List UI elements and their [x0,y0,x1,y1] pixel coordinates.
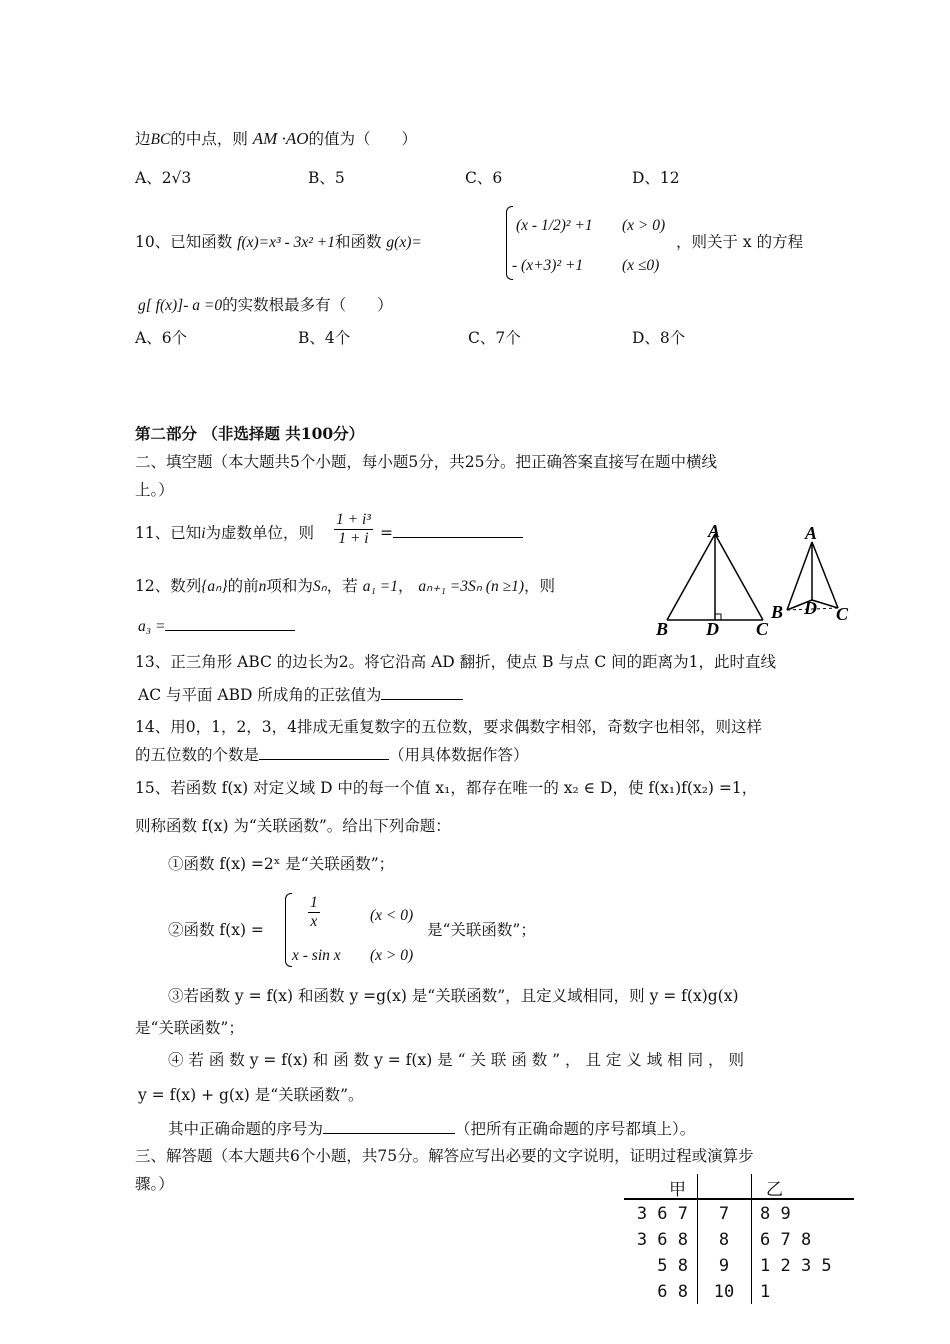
leaf-right: 1 2 3 5 [760,1256,832,1276]
q12-a1: a₁ =1 [362,578,398,595]
q10-case2: - (x+3)² +1 [512,257,584,274]
q9-option-a: A、2√3 [135,169,192,187]
q15-prop3-line1: ③若函数 y = f(x) 和函数 y =g(x) 是“关联函数”，且定义域相同，则 y = f(x)g(x) [168,987,739,1005]
label-a-left: A [708,521,721,541]
q10-option-b: B、4个 [298,329,351,347]
q12-seq: {aₙ} [201,578,228,595]
q11-numerator: 1 + i³ [336,511,371,528]
q11-label: 11、已知 [135,524,202,542]
q10-post: ，则关于 x 的方程 [676,233,804,251]
q10-line1 [135,232,422,253]
part2-title: 第二部分 （非选择题 共100分） [135,424,365,443]
q9-post: 的值为（ ） [308,130,418,148]
q10-label: 10、已知函数 [135,233,233,251]
leaf-left: 6 8 [657,1282,688,1302]
q15-brace [285,893,292,967]
leaf-right: 6 7 8 [760,1230,812,1250]
triangle-figure [650,520,860,645]
q12-s: Sₙ [312,578,327,595]
q15-prop2-cond1: (x < 0) [370,907,414,924]
section2-line2: 上。） [135,481,174,499]
q9-option-b: B、5 [308,169,345,187]
q11-answer [380,523,523,543]
q12-t1: 的前 [227,577,259,595]
q9-text: 边 [135,130,151,148]
q10-option-d: D、8个 [632,329,686,347]
table-header-rule [624,1198,854,1200]
leaf-left: 5 8 [657,1256,688,1276]
q10-equation: g[ f(x)]- a =0 [138,297,223,314]
stem-leaf-table [624,1174,854,1304]
label-b-right: B [771,602,784,622]
q9-text-mid: 的中点，则 [170,130,248,148]
q15-prop2-den: x [310,913,318,930]
q9-bc: BC [150,131,171,148]
q15-prop1: ①函数 f(x) =2ˣ 是“关联函数”； [168,855,395,873]
q9-tail [135,129,417,150]
label-d-left: D [706,619,719,639]
q9-option-c: C、6 [465,169,503,187]
section2-line1: 二、填空题（本大题共5个小题，每小题5分，共25分。把正确答案直接写在题中横线 [135,453,717,471]
q14-line1: 14、用0，1，2，3，4排成无重复数字的五位数，要求偶数字相邻，奇数字也相邻，则这样 [135,718,763,736]
section3-line1: 三、解答题（本大题共6个小题，共75分。解答应写出必要的文字说明，证明过程或演算步 [135,1147,754,1165]
q15-blank [323,1119,455,1134]
section3-line2: 骤。） [135,1175,174,1193]
q15-answer [168,1119,695,1139]
leaf-right: 1 [760,1282,771,1302]
q12-comma: ， [397,577,414,595]
q15-line2: 则称函数 f(x) 为“关联函数”。给出下列命题： [135,817,451,835]
q10-option-c: C、7个 [468,329,521,347]
q11 [135,523,314,544]
q15-prop2-pre: ②函数 f(x) = [168,921,264,939]
leaf-right: 8 9 [760,1204,791,1224]
table-divider-right [751,1174,752,1304]
q10-g: g(x)= [386,234,422,251]
q13-line2 [138,685,463,705]
q14-line2 [135,745,529,765]
q10-cond2: (x ≤0) [622,257,660,274]
q12-blank [165,616,295,631]
q12-line1 [135,576,555,597]
q14-text: 的五位数的个数是 [135,746,260,764]
q15-line1: 15、若函数 f(x) 对定义域 D 中的每一个值 x₁，都存在唯一的 x₂ ∈ D，使 f(x₁)f(x₂) =1， [135,779,758,797]
q9-expr: AM ·AO [252,129,309,148]
q15-prop2-case2: x - sin x [292,947,341,964]
q12-t2: 项和为 [266,577,313,595]
q12-recurrence: aₙ₊₁ =3Sₙ (n ≥1) [418,578,525,595]
q12-n: n [258,578,267,595]
q11-eq: = [380,524,393,542]
q12-a3: a₃ = [138,618,166,635]
label-c-right: C [836,604,849,624]
label-c-left: C [756,619,769,639]
q11-blank [393,523,523,538]
q11-fraction [334,511,373,548]
q15-answer-text: 其中正确命题的序号为 [168,1120,324,1138]
q12-line2 [138,616,295,637]
q15-prop2-num: 1 [310,894,318,911]
q13-blank [381,685,463,700]
stem-value: 10 [713,1282,735,1302]
q10-line2 [138,295,393,316]
label-d-right: D [804,598,817,618]
triangle-abc [667,534,763,620]
q10-option-a: A、6个 [135,329,188,347]
q10-case1: (x - 1/2)² +1 [516,217,593,234]
q15-prop4-line2: y = f(x) + g(x) 是“关联函数”。 [138,1086,364,1104]
label-a-right: A [805,523,818,543]
q12-t4: ，则 [524,577,556,595]
stem-value: 7 [718,1204,730,1224]
q13-line1: 13、正三角形 ABC 的边长为2。将它沿高 AD 翻折，使点 B 与点 C 间的距离为1，此时直线 [135,653,776,671]
q10-and: 和函数 [334,233,382,251]
q10-cond1: (x > 0) [622,217,666,234]
header-yi: 乙 [766,1180,783,1200]
q11-i: i [201,525,206,542]
q12-label: 12、数列 [135,577,202,595]
q15-prop4-line1: ④ 若 函 数 y = f(x) 和 函 数 y = f(x) 是 “ 关 联 函 数 ” ， 且 定 义 域 相 同 ， 则 [168,1051,744,1069]
q14-blank [259,745,389,760]
stem-value: 9 [718,1256,730,1276]
q14-note: （用具体数据作答） [389,746,529,764]
q15-prop2-post: 是“关联函数”； [427,921,536,939]
q13-text: AC 与平面 ABD 所成角的正弦值为 [138,686,382,704]
q15-answer-note: （把所有正确命题的序号都填上）。 [455,1120,696,1138]
q10-f: f(x)=x³ - 3x² +1 [237,234,335,251]
header-jia: 甲 [669,1180,686,1200]
leaf-left: 3 6 8 [636,1230,688,1250]
q15-prop3-line2: 是“关联函数”； [135,1019,244,1037]
q11-denominator: 1 + i [338,530,369,547]
label-b-left: B [656,619,669,639]
q12-t3: ，若 [326,577,358,595]
leaf-left: 3 6 7 [636,1204,688,1224]
q15-prop2-cond2: (x > 0) [370,947,414,964]
q11-text: 为虚数单位，则 [205,524,315,542]
stem-value: 8 [718,1230,730,1250]
q10-question: 的实数根最多有（ ） [222,296,393,314]
q9-option-d: D、12 [632,169,680,187]
q15-prop2-fraction [308,894,320,931]
